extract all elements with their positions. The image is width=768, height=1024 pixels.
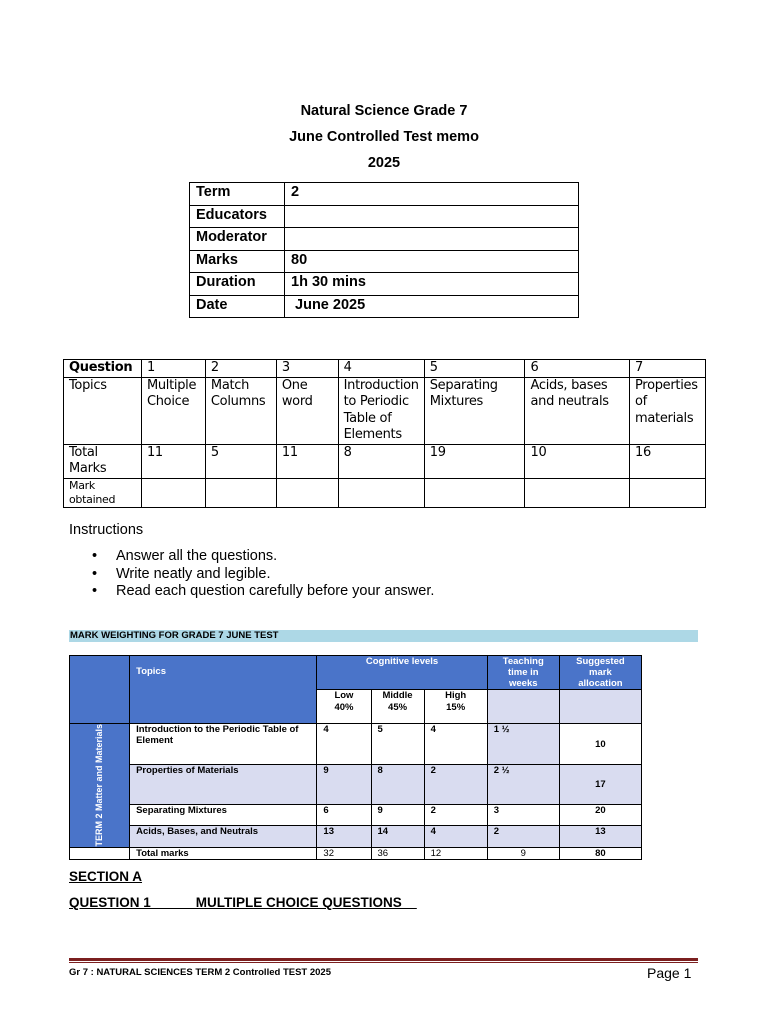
table-row (70, 804, 642, 825)
low-value: 4 (317, 724, 371, 765)
row-label: Mark obtained (64, 478, 142, 507)
table-row (70, 765, 642, 804)
obtained-cell[interactable] (338, 478, 424, 507)
info-row (190, 295, 579, 318)
topic-cell: Match Columns (205, 377, 276, 444)
weeks-value: 2 ½ (487, 765, 559, 804)
title-line-subject: Natural Science Grade 7 (300, 103, 468, 119)
table-row (70, 826, 642, 848)
footer-divider (69, 958, 698, 961)
question-heading: QUESTION 1 MULTIPLE CHOICE QUESTIONS (69, 895, 417, 910)
topics-row (64, 377, 706, 444)
total-cell: 16 (630, 444, 706, 478)
obtained-cell[interactable] (424, 478, 525, 507)
info-row (190, 205, 579, 228)
topic-cell: One word (276, 377, 338, 444)
level-high: High 15% (424, 690, 487, 724)
low-value: 6 (317, 804, 371, 825)
question-number: 5 (424, 360, 525, 378)
instruction-text: Write neatly and legible. (116, 565, 271, 582)
info-row (190, 228, 579, 251)
bullet-icon: • (92, 583, 98, 599)
weeks-value: 1 ½ (487, 724, 559, 765)
obtained-cell[interactable] (525, 478, 630, 507)
question-number: 4 (338, 360, 424, 378)
high-value: 2 (424, 804, 487, 825)
obtained-cell[interactable] (141, 478, 205, 507)
total-marks-row (64, 444, 706, 478)
middle-value: 8 (371, 765, 424, 804)
mark-weighting-title: MARK WEIGHTING FOR GRADE 7 JUNE TEST (69, 630, 698, 642)
question-number: 1 (141, 360, 205, 378)
total-cell: 8 (338, 444, 424, 478)
footer-text: Gr 7 : NATURAL SCIENCES TERM 2 Controlled TEST 2025 (69, 967, 331, 978)
info-value (285, 205, 579, 228)
middle-value: 14 (371, 826, 424, 848)
high-value: 4 (424, 826, 487, 848)
instruction-text: Read each question carefully before your answer. (116, 583, 435, 599)
mw-topics-header: Topics (130, 656, 317, 724)
question-number: 6 (525, 360, 630, 378)
marks-value: 17 (559, 765, 641, 804)
instruction-text: Answer all the questions. (116, 548, 278, 564)
instructions-heading: Instructions (69, 522, 144, 538)
question-summary-table (63, 359, 706, 508)
topic-cell: Acids, bases and neutrals (525, 377, 630, 444)
title-line-test: June Controlled Test memo (289, 129, 479, 145)
mw-teaching-header: Teaching time in weeks (487, 656, 559, 690)
row-label: Topics (64, 377, 142, 444)
info-key: Duration (190, 273, 285, 296)
mark-obtained-row (64, 478, 706, 507)
total-row (70, 847, 642, 859)
weeks-value: 2 (487, 826, 559, 848)
page-number: Page 1 (647, 965, 692, 981)
section-title: SECTION A (69, 869, 143, 884)
question-number: 7 (630, 360, 706, 378)
info-value: 1h 30 mins (285, 273, 579, 296)
term-label-cell (70, 724, 130, 848)
obtained-cell[interactable] (205, 478, 276, 507)
bullet-icon: • (92, 565, 98, 582)
info-key: Date (190, 295, 285, 318)
info-row (190, 273, 579, 296)
info-key: Term (190, 183, 285, 206)
question-number: 2 (205, 360, 276, 378)
title-line-year: 2025 (367, 155, 401, 171)
term-label: TERM 2 Matter and Materials (94, 724, 105, 847)
info-key: Moderator (190, 228, 285, 251)
table-row (70, 724, 642, 765)
middle-value: 5 (371, 724, 424, 765)
question-number: 3 (276, 360, 338, 378)
question-number-row (64, 360, 706, 378)
total-cell: 19 (424, 444, 525, 478)
total-cell: 11 (276, 444, 338, 478)
mw-corner-cell (70, 656, 130, 724)
list-item (92, 566, 434, 584)
info-value: June 2025 (285, 295, 579, 318)
level-low: Low 40% (317, 690, 371, 724)
topic-name: Introduction to the Periodic Table of Element (130, 724, 317, 765)
info-value: 2 (285, 183, 579, 206)
low-value: 13 (317, 826, 371, 848)
mw-empty-cell (70, 847, 130, 859)
mw-empty-cell (487, 690, 559, 724)
info-value (285, 228, 579, 251)
row-label: Question (64, 360, 142, 378)
footer-divider (69, 962, 698, 963)
info-row (190, 250, 579, 273)
obtained-cell[interactable] (630, 478, 706, 507)
topic-cell: Multiple Choice (141, 377, 205, 444)
high-value: 2 (424, 765, 487, 804)
marks-value: 10 (559, 724, 641, 765)
info-row (190, 183, 579, 206)
list-item (92, 583, 434, 601)
info-key: Marks (190, 250, 285, 273)
obtained-cell[interactable] (276, 478, 338, 507)
instructions-list (92, 548, 434, 601)
topic-name: Separating Mixtures (130, 804, 317, 825)
bullet-icon: • (92, 548, 98, 564)
topic-cell: Separating Mixtures (424, 377, 525, 444)
weeks-value: 3 (487, 804, 559, 825)
high-value: 4 (424, 724, 487, 765)
marks-value: 13 (559, 826, 641, 848)
middle-value: 9 (371, 804, 424, 825)
total-cell: 5 (205, 444, 276, 478)
mark-weighting-table (69, 655, 642, 860)
list-item (92, 548, 434, 566)
topic-name: Acids, Bases, and Neutrals (130, 826, 317, 848)
marks-value: 20 (559, 804, 641, 825)
document-title (0, 100, 768, 178)
total-marks: 80 (559, 847, 641, 859)
total-weeks: 9 (487, 847, 559, 859)
topic-cell: Properties of materials (630, 377, 706, 444)
total-cell: 11 (141, 444, 205, 478)
mw-header-row (70, 656, 642, 690)
total-cell: 10 (525, 444, 630, 478)
total-middle: 36 (371, 847, 424, 859)
level-middle: Middle 45% (371, 690, 424, 724)
total-label: Total marks (130, 847, 317, 859)
mw-suggested-header: Suggested mark allocation (559, 656, 641, 690)
info-value: 80 (285, 250, 579, 273)
total-low: 32 (317, 847, 371, 859)
topic-name: Properties of Materials (130, 765, 317, 804)
topic-cell: Introduction to Periodic Table of Elements (338, 377, 424, 444)
mw-empty-cell (559, 690, 641, 724)
low-value: 9 (317, 765, 371, 804)
test-info-table (189, 182, 579, 318)
info-key: Educators (190, 205, 285, 228)
total-high: 12 (424, 847, 487, 859)
mw-cognitive-header: Cognitive levels (317, 656, 487, 690)
row-label: Total Marks (64, 444, 142, 478)
